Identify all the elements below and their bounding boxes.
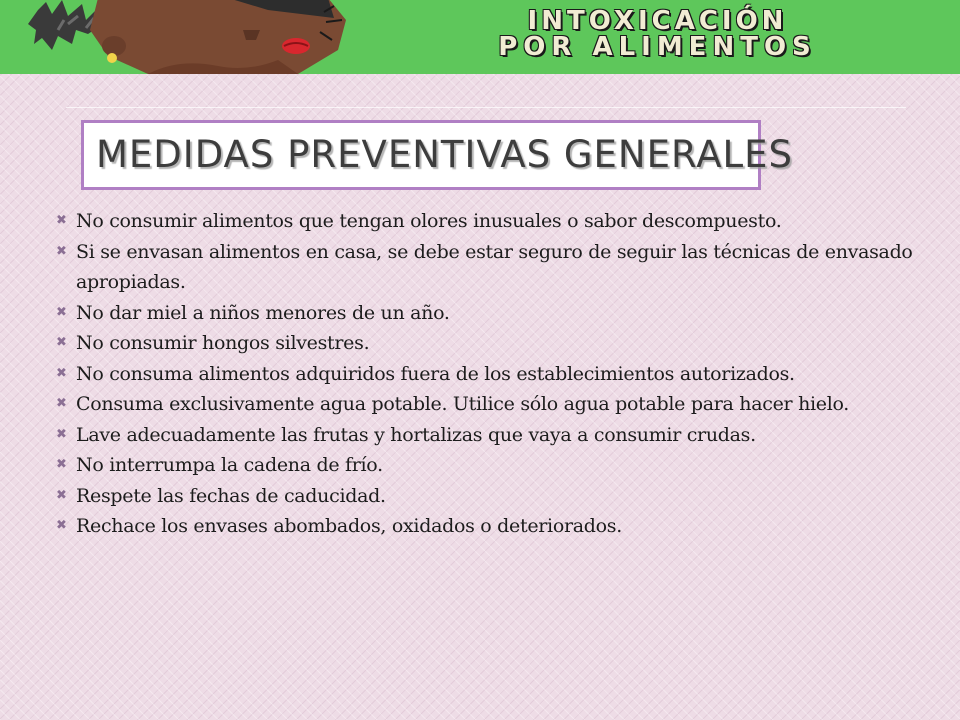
x-mark-icon: ✖ — [56, 426, 67, 442]
banner-title — [370, 8, 945, 60]
banner-title-line1: INTOXICACIÓN — [527, 6, 788, 36]
x-mark-icon: ✖ — [56, 243, 67, 259]
list-item-text: No interrumpa la cadena de frío. — [76, 454, 383, 476]
bullet-list — [48, 206, 943, 542]
list-item — [48, 389, 943, 420]
list-item — [48, 237, 943, 298]
list-item — [48, 511, 943, 542]
x-mark-icon: ✖ — [56, 457, 67, 472]
list-item — [48, 328, 943, 359]
list-item-text: No consumir hongos silvestres. — [76, 332, 370, 354]
banner-title-line2: POR ALIMENTOS — [498, 32, 817, 62]
x-mark-icon: ✖ — [56, 365, 67, 381]
list-item — [48, 481, 943, 512]
list-item-text: No consumir alimentos que tengan olores inusuales o sabor descompuesto. — [76, 210, 782, 232]
list-item-text: Respete las fechas de caducidad. — [76, 484, 386, 507]
title-box — [81, 120, 793, 190]
list-item — [48, 359, 943, 390]
list-item-text: Rechace los envases abombados, oxidados o deteriorados. — [76, 515, 622, 537]
list-item — [48, 450, 943, 481]
header-banner — [0, 0, 960, 74]
list-item-text: Consuma exclusivamente agua potable. Utilice sólo agua potable para hacer hielo. — [76, 393, 850, 415]
x-mark-icon: ✖ — [56, 304, 67, 320]
list-item-text: Si se envasan alimentos en casa, se debe estar seguro de seguir las técnicas de envasado apropiadas. — [76, 240, 913, 293]
page-title: MEDIDAS PREVENTIVAS GENERALES — [96, 133, 793, 176]
x-mark-icon: ✖ — [56, 213, 67, 228]
list-item-text: No dar miel a niños menores de un año. — [76, 301, 450, 324]
list-item-text: Lave adecuadamente las frutas y hortalizas que vaya a consumir crudas. — [76, 423, 756, 446]
x-mark-icon: ✖ — [56, 518, 67, 533]
list-item — [48, 206, 943, 237]
list-item — [48, 298, 943, 329]
x-mark-icon: ✖ — [56, 396, 67, 411]
x-mark-icon: ✖ — [56, 487, 67, 503]
list-item-text: No consuma alimentos adquiridos fuera de los establecimientos autorizados. — [76, 362, 795, 385]
list-item — [48, 420, 943, 451]
cartoon-face-illustration — [28, 0, 358, 74]
divider — [66, 107, 906, 108]
x-mark-icon: ✖ — [56, 335, 67, 350]
